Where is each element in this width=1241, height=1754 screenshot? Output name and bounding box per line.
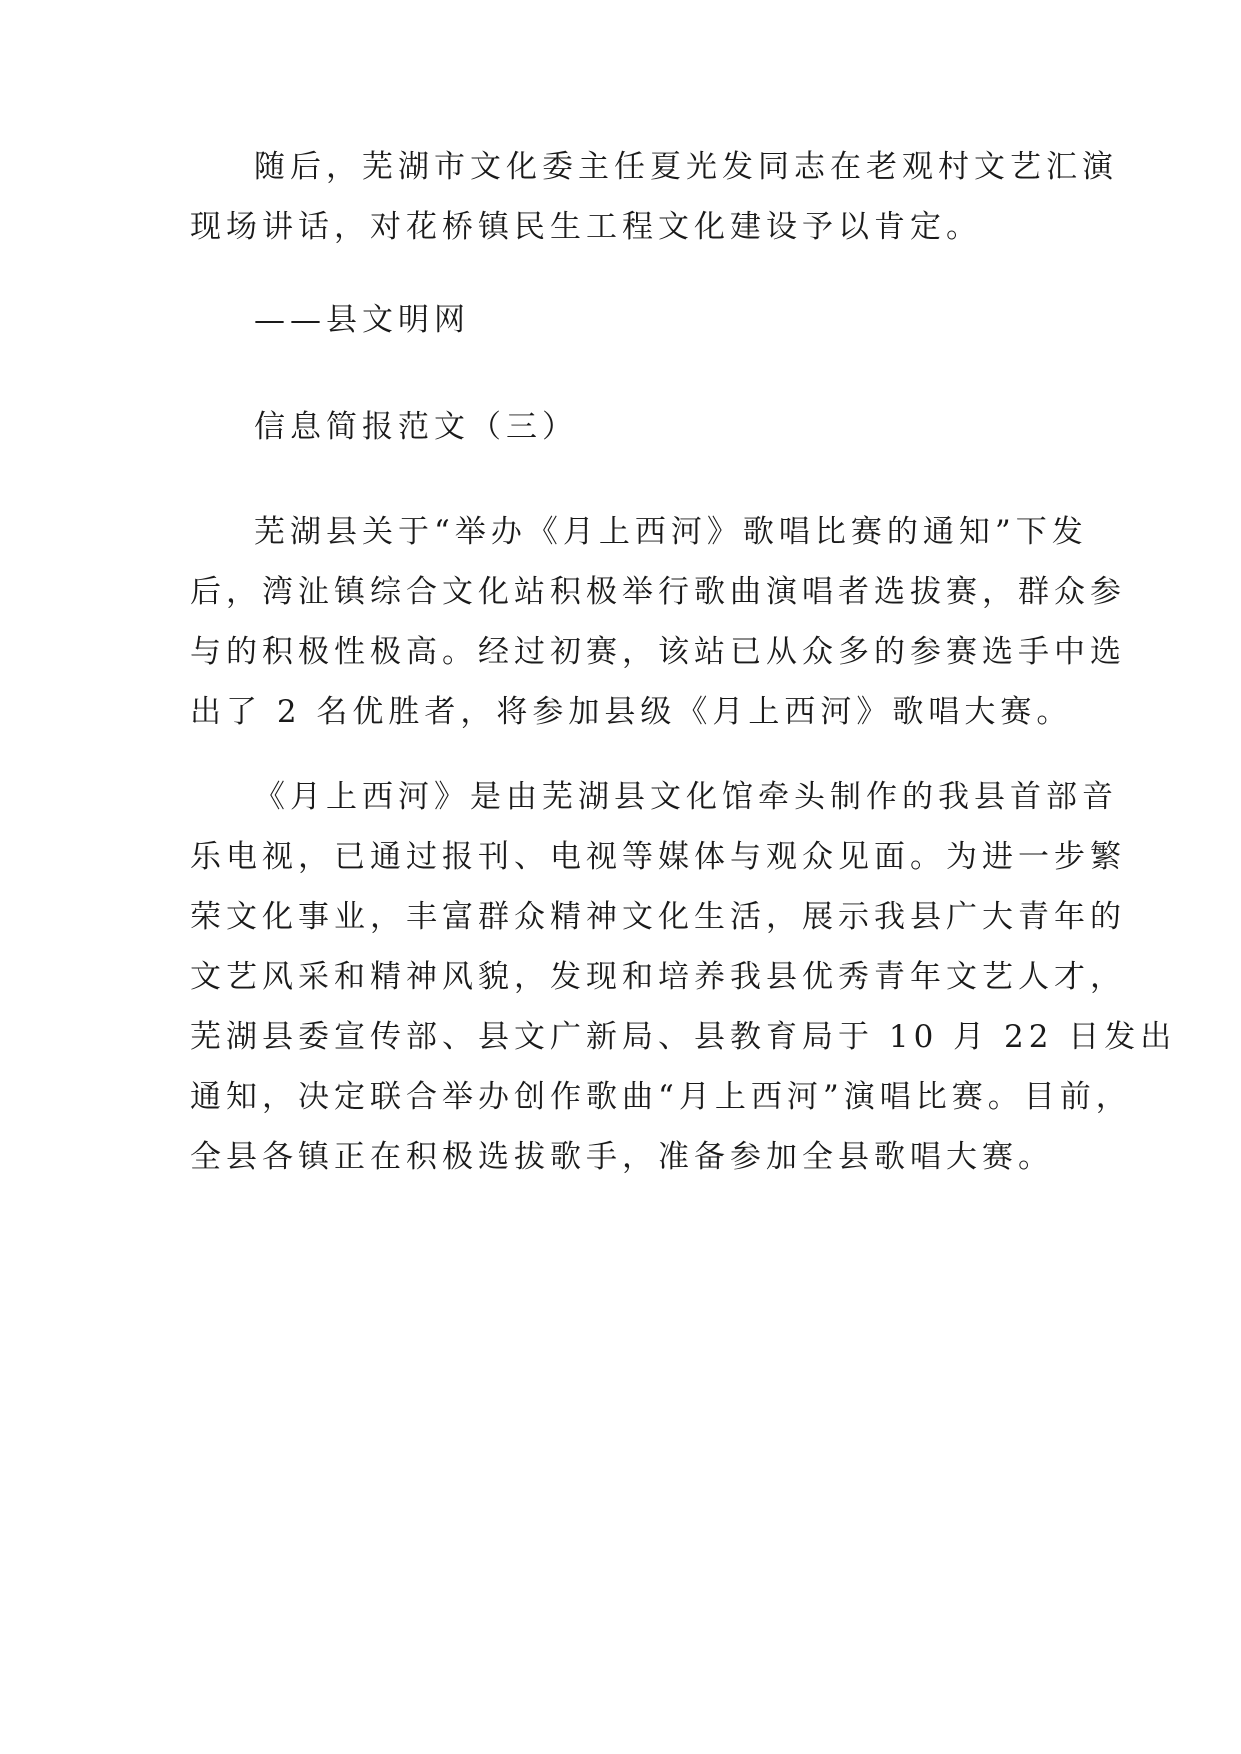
text-line: 出了 2 名优胜者，将参加县级《月上西河》歌唱大赛。 [190,694,1073,730]
heading-line: 信息简报范文（三） [254,409,578,445]
text-line: 通知，决定联合举办创作歌曲“月上西河”演唱比赛。目前， [190,1079,1132,1115]
text-line: 现场讲话，对花桥镇民生工程文化建设予以肯定。 [190,209,982,245]
paragraph-music-tv [190,767,1177,1187]
text-line: 乐电视，已通过报刊、电视等媒体与观众见面。为进一步繁 [190,839,1126,875]
text-line: 《月上西河》是由芜湖县文化馆牵头制作的我县首部音 [254,779,1118,815]
paragraph-speech [190,137,1118,257]
text-line: 芜湖县关于“举办《月上西河》歌唱比赛的通知”下发 [254,514,1088,550]
text-line: 芜湖县委宣传部、县文广新局、县教育局于 10 月 22 日发出 [190,1019,1177,1055]
source-line: ——县文明网 [254,302,470,338]
paragraph-source [190,290,1060,350]
text-line: 文艺风采和精神风貌，发现和培养我县优秀青年文艺人才， [190,959,1126,995]
text-line: 荣文化事业，丰富群众精神文化生活，展示我县广大青年的 [190,899,1126,935]
text-line: 随后，芜湖市文化委主任夏光发同志在老观村文艺汇演 [254,149,1118,185]
section-heading [190,397,1060,457]
paragraph-notice [190,502,1126,742]
text-line: 与的积极性极高。经过初赛，该站已从众多的参赛选手中选 [190,634,1126,670]
text-line: 后，湾沚镇综合文化站积极举行歌曲演唱者选拔赛，群众参 [190,574,1126,610]
text-line: 全县各镇正在积极选拔歌手，准备参加全县歌唱大赛。 [190,1139,1054,1175]
